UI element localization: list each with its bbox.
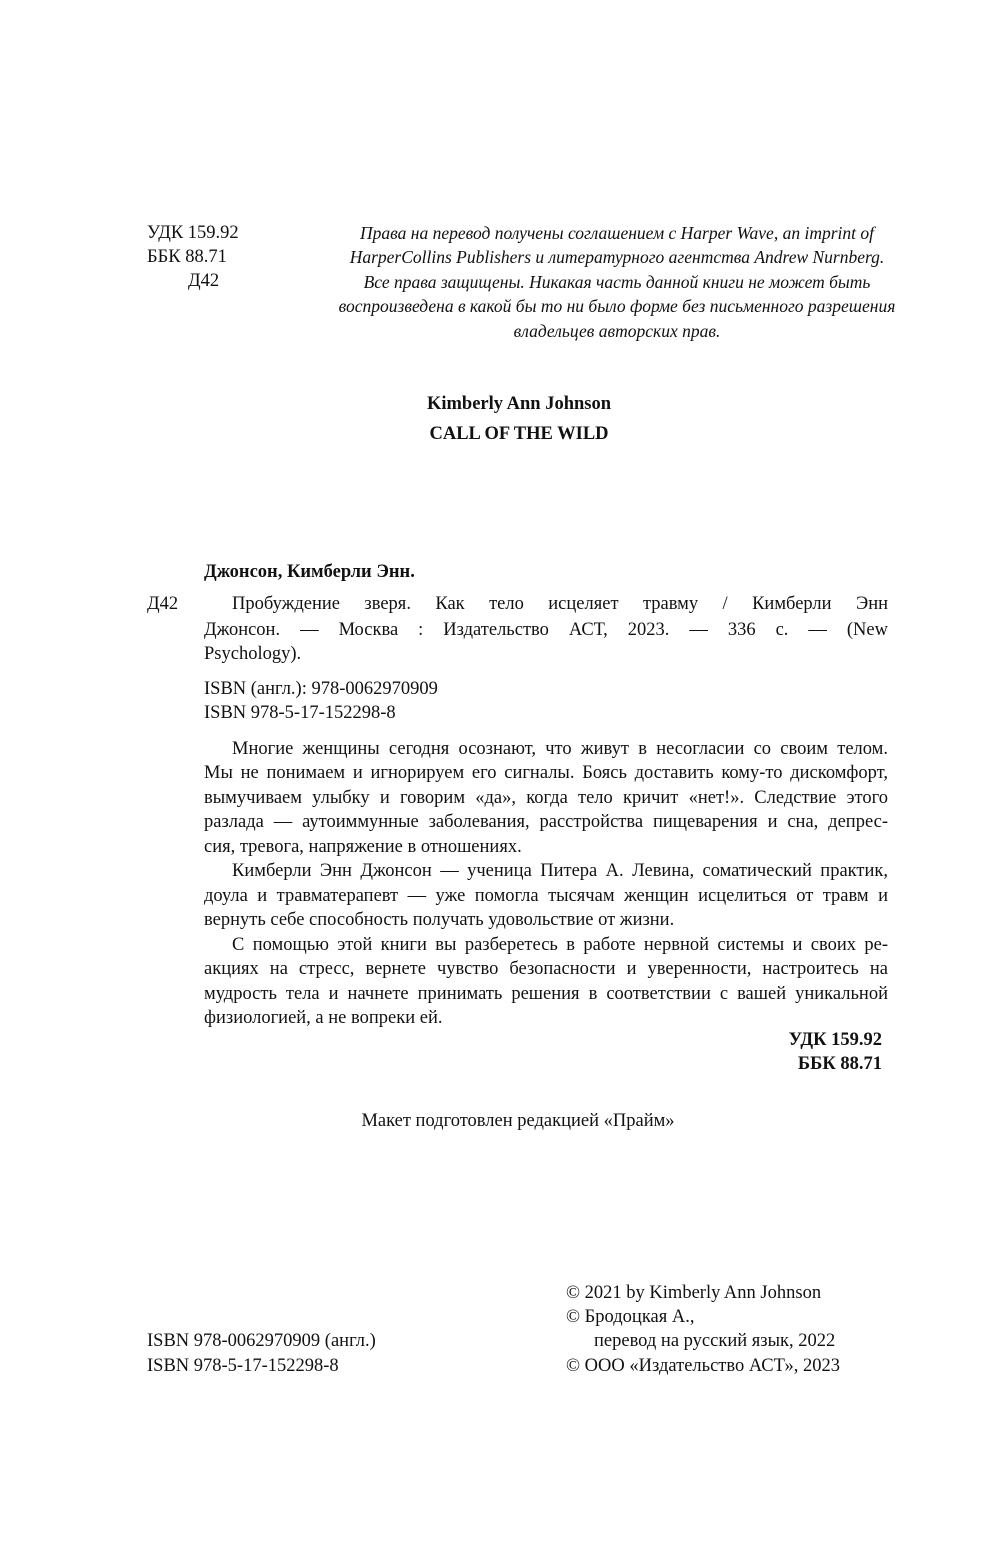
rights-line: воспроизведена в какой бы то ни было форме без письменного разрешения bbox=[338, 296, 896, 316]
annotation-line: доула и травматерапевт — уже помогла тысячам женщин исцелиться от травм и bbox=[204, 886, 888, 906]
rights-line: HarperCollins Publishers и литературного агентства Andrew Nurnberg. bbox=[349, 247, 885, 267]
bib-line: Джонсон. — Москва : Издательство АСТ, 2023. — 336 с. — (New bbox=[204, 620, 888, 640]
bib-line: Пробуждение зверя. Как тело исцеляет травму / Кимберли Энн bbox=[232, 594, 888, 614]
isbn-footer-english: ISBN 978-0062970909 (англ.) bbox=[147, 1331, 376, 1351]
original-author: Kimberly Ann Johnson bbox=[426, 394, 612, 414]
annotation-line: акциях на стресс, вернете чувство безопасности и уверенности, настроитесь на bbox=[204, 959, 888, 979]
annotation-line: Мы не понимаем и игнорируем его сигналы. Боясь доставить кому-то дискомфорт, bbox=[204, 763, 888, 783]
original-title: CALL OF THE WILD bbox=[429, 424, 609, 444]
annotation-line: С помощью этой книги вы разберетесь в работе нервной системы и своих ре- bbox=[232, 935, 888, 955]
author-mark: Д42 bbox=[188, 271, 220, 291]
annotation-line: физиологией, а не вопреки ей. bbox=[204, 1008, 443, 1028]
copyright-line: © Бродоцкая А., bbox=[566, 1307, 695, 1327]
bib-heading: Джонсон, Кимберли Энн. bbox=[204, 562, 415, 582]
bib-line: Psychology). bbox=[204, 644, 302, 664]
isbn-russian: ISBN 978-5-17-152298-8 bbox=[204, 703, 396, 723]
annotation-line: вымучиваем улыбку и говорим «да», когда тело кричит «нет!». Следствие этого bbox=[204, 788, 888, 808]
rights-line: Все права защищены. Никакая часть данной книги не может быть bbox=[363, 272, 871, 292]
isbn-english: ISBN (англ.): 978-0062970909 bbox=[204, 679, 438, 699]
bbk-code: ББК 88.71 bbox=[147, 247, 227, 267]
bib-mark: Д42 bbox=[147, 594, 179, 614]
annotation-line: мудрость тела и начнете принимать решения в соответствии с вашей уникальной bbox=[204, 984, 888, 1004]
rights-line: владельцев авторских прав. bbox=[513, 321, 721, 341]
copyright-line: © ООО «Издательство АСТ», 2023 bbox=[566, 1356, 840, 1376]
layout-credit: Макет подготовлен редакцией «Прайм» bbox=[361, 1111, 675, 1131]
annotation-line: сия, тревога, напряжение в отношениях. bbox=[204, 837, 522, 857]
annotation-line: Многие женщины сегодня осознают, что живут в несогласии со своим телом. bbox=[232, 739, 888, 759]
copyright-line: © 2021 by Kimberly Ann Johnson bbox=[566, 1283, 822, 1303]
isbn-footer-russian: ISBN 978-5-17-152298-8 bbox=[147, 1356, 339, 1376]
udk-code: УДК 159.92 bbox=[147, 223, 239, 243]
bottom-udk: УДК 159.92 bbox=[788, 1030, 882, 1050]
annotation-line: Кимберли Энн Джонсон — ученица Питера А. Левина, соматический практик, bbox=[232, 861, 888, 881]
bottom-bbk: ББК 88.71 bbox=[797, 1054, 882, 1074]
annotation-line: разлада — аутоиммунные заболевания, расстройства пищеварения и сна, депрес- bbox=[204, 812, 888, 832]
annotation-line: вернуть себе способность получать удовольствие от жизни. bbox=[204, 910, 675, 930]
copyright-line: перевод на русский язык, 2022 bbox=[594, 1331, 836, 1351]
rights-line: Права на перевод получены соглашением с Harper Wave, an imprint of bbox=[360, 223, 874, 243]
